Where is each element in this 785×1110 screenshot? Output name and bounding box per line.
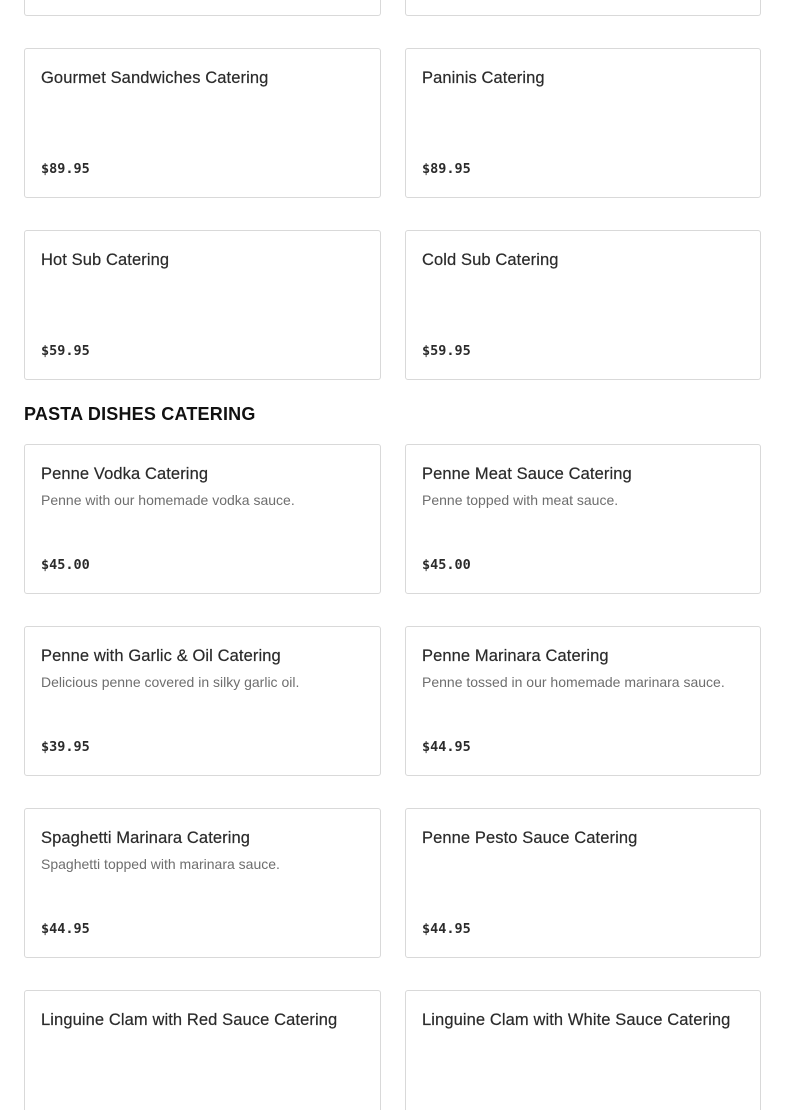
menu-item-card[interactable] — [24, 0, 381, 16]
item-name: Spaghetti Marinara Catering — [41, 829, 251, 847]
item-name: Penne Marinara Catering — [422, 647, 609, 665]
menu-item-card[interactable] — [24, 230, 381, 380]
item-description: Delicious penne covered in silky garlic oil. — [41, 674, 300, 690]
menu-item-card[interactable] — [405, 990, 761, 1110]
item-name: Cold Sub Catering — [422, 251, 559, 269]
item-name: Hot Sub Catering — [41, 251, 170, 269]
item-name: Penne Meat Sauce Catering — [422, 465, 632, 483]
menu-row — [24, 230, 761, 380]
menu-row — [24, 444, 761, 594]
menu-item-card[interactable] — [405, 444, 761, 594]
menu-item-card[interactable] — [405, 808, 761, 958]
menu-item-card[interactable] — [24, 990, 381, 1110]
menu-item-card[interactable] — [405, 48, 761, 198]
menu-item-card[interactable] — [24, 444, 381, 594]
menu-item-card[interactable] — [24, 48, 381, 198]
menu-row — [24, 626, 761, 776]
item-price: $44.95 — [422, 921, 471, 937]
item-price: $89.95 — [41, 161, 90, 177]
item-name: Penne Pesto Sauce Catering — [422, 829, 638, 847]
item-name: Linguine Clam with White Sauce Catering — [422, 1011, 731, 1029]
item-price: $59.95 — [422, 343, 471, 359]
item-price: $44.95 — [422, 739, 471, 755]
menu-item-card[interactable] — [405, 230, 761, 380]
item-description: Spaghetti topped with marinara sauce. — [41, 856, 280, 872]
menu-row — [24, 48, 761, 198]
item-description: Penne tossed in our homemade marinara sauce. — [422, 674, 725, 690]
item-name: Gourmet Sandwiches Catering — [41, 69, 269, 87]
item-price: $44.95 — [41, 921, 90, 937]
item-description: Penne with our homemade vodka sauce. — [41, 492, 295, 508]
previous-items-row — [24, 0, 761, 16]
menu-row — [24, 990, 761, 1110]
item-name: Penne Vodka Catering — [41, 465, 209, 483]
item-price: $45.00 — [422, 557, 471, 573]
item-name: Penne with Garlic & Oil Catering — [41, 647, 281, 665]
menu-item-card[interactable] — [405, 0, 761, 16]
section-title-pasta: PASTA DISHES CATERING — [24, 404, 256, 424]
menu-item-card[interactable] — [24, 808, 381, 958]
item-price: $89.95 — [422, 161, 471, 177]
menu-row — [24, 808, 761, 958]
item-price: $39.95 — [41, 739, 90, 755]
item-description: Penne topped with meat sauce. — [422, 492, 619, 508]
menu-item-card[interactable] — [24, 626, 381, 776]
menu-item-card[interactable] — [405, 626, 761, 776]
item-name: Linguine Clam with Red Sauce Catering — [41, 1011, 338, 1029]
item-price: $45.00 — [41, 557, 90, 573]
item-price: $59.95 — [41, 343, 90, 359]
item-name: Paninis Catering — [422, 69, 545, 87]
